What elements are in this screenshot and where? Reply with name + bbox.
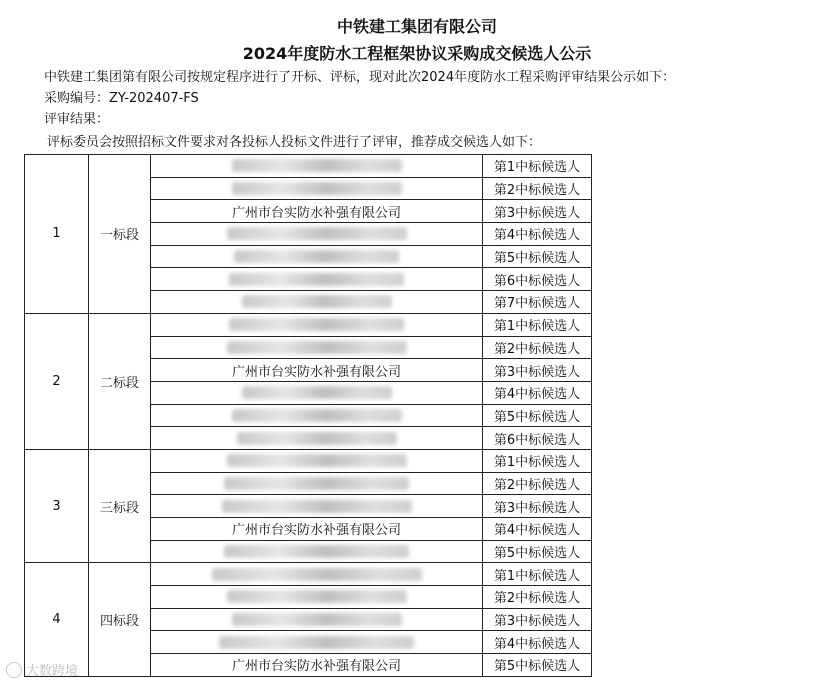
candidate-rank: 第5中标候选人 <box>483 654 592 677</box>
table-row <box>25 449 592 472</box>
candidate-rank: 第4中标候选人 <box>483 631 592 654</box>
table-row <box>25 155 592 178</box>
candidate-rank: 第1中标候选人 <box>483 563 592 586</box>
redacted-company-name <box>222 500 412 513</box>
redacted-company-name <box>232 159 402 172</box>
redacted-company-name <box>232 409 402 422</box>
candidate-rank: 第3中标候选人 <box>483 608 592 631</box>
company-cell <box>151 223 483 246</box>
candidate-rank: 第4中标候选人 <box>483 223 592 246</box>
redacted-company-name <box>227 590 407 603</box>
section-name: 二标段 <box>89 313 151 449</box>
candidate-table <box>24 154 592 677</box>
section-name: 三标段 <box>89 449 151 562</box>
company-cell <box>151 245 483 268</box>
redacted-company-name <box>224 477 409 490</box>
candidate-rank: 第5中标候选人 <box>483 540 592 563</box>
company-cell <box>151 518 483 541</box>
result-label: 评审结果： <box>44 112 110 127</box>
company-cell <box>151 381 483 404</box>
company-cell <box>151 495 483 518</box>
candidate-rank: 第6中标候选人 <box>483 268 592 291</box>
company-cell <box>151 268 483 291</box>
company-cell <box>151 631 483 654</box>
company-cell <box>151 654 483 677</box>
company-cell <box>151 200 483 223</box>
company-cell <box>151 563 483 586</box>
candidate-rank: 第4中标候选人 <box>483 381 592 404</box>
redacted-company-name <box>229 273 404 286</box>
section-name: 四标段 <box>89 563 151 676</box>
redacted-company-name <box>227 341 407 354</box>
document-subtitle: 2024年度防水工程框架协议采购成交候选人公示 <box>242 44 592 63</box>
redacted-company-name <box>227 227 407 240</box>
company-cell <box>151 177 483 200</box>
candidate-rank: 第5中标候选人 <box>483 404 592 427</box>
company-cell <box>151 427 483 450</box>
table-row <box>25 563 592 586</box>
watermark <box>6 660 78 679</box>
purchase-number: 采购编号：ZY-202407-FS <box>44 91 199 106</box>
candidate-rank: 第3中标候选人 <box>483 359 592 382</box>
candidate-rank: 第7中标候选人 <box>483 291 592 314</box>
redacted-company-name <box>242 386 392 399</box>
committee-text: 评标委员会按照招标文件要求对各投标人投标文件进行了评审，推荐成交候选人如下： <box>47 135 542 150</box>
company-cell <box>151 472 483 495</box>
candidate-rank: 第2中标候选人 <box>483 586 592 609</box>
candidate-rank: 第2中标候选人 <box>483 472 592 495</box>
company-cell <box>151 291 483 314</box>
candidate-rank: 第1中标候选人 <box>483 155 592 178</box>
candidate-rank: 第1中标候选人 <box>483 449 592 472</box>
section-number: 1 <box>25 155 89 314</box>
candidate-rank: 第2中标候选人 <box>483 177 592 200</box>
company-cell <box>151 608 483 631</box>
redacted-company-name <box>227 454 407 467</box>
company-cell <box>151 359 483 382</box>
intro-text: 中铁建工集团第有限公司按规定程序进行了开标、评标，现对此次2024年度防水工程采购评审结果公示如下： <box>44 70 676 85</box>
company-name: 广州市台实防水补强有限公司 <box>231 364 401 380</box>
section-name: 一标段 <box>89 155 151 314</box>
redacted-company-name <box>212 568 422 581</box>
company-cell <box>151 404 483 427</box>
candidate-rank: 第1中标候选人 <box>483 313 592 336</box>
candidate-rank: 第3中标候选人 <box>483 200 592 223</box>
redacted-company-name <box>229 318 404 331</box>
candidate-rank: 第4中标候选人 <box>483 518 592 541</box>
company-cell <box>151 155 483 178</box>
company-cell <box>151 540 483 563</box>
candidate-rank: 第2中标候选人 <box>483 336 592 359</box>
watermark-text: 大数跨境 <box>26 664 79 679</box>
redacted-company-name <box>232 182 402 195</box>
company-cell <box>151 586 483 609</box>
candidate-rank: 第5中标候选人 <box>483 245 592 268</box>
watermark-logo-icon <box>6 662 22 678</box>
company-cell <box>151 449 483 472</box>
redacted-company-name <box>224 545 409 558</box>
redacted-company-name <box>234 250 399 263</box>
section-number: 4 <box>25 563 89 676</box>
redacted-company-name <box>242 295 392 308</box>
candidate-rank: 第3中标候选人 <box>483 495 592 518</box>
section-number: 2 <box>25 313 89 449</box>
company-name: 广州市台实防水补强有限公司 <box>231 523 401 539</box>
company-cell <box>151 336 483 359</box>
redacted-company-name <box>219 636 414 649</box>
table-row <box>25 313 592 336</box>
section-number: 3 <box>25 449 89 562</box>
document-title: 中铁建工集团有限公司 <box>336 17 497 36</box>
redacted-company-name <box>237 432 397 445</box>
company-cell <box>151 313 483 336</box>
company-name: 广州市台实防水补强有限公司 <box>231 659 401 675</box>
company-name: 广州市台实防水补强有限公司 <box>231 205 401 221</box>
candidate-rank: 第6中标候选人 <box>483 427 592 450</box>
redacted-company-name <box>232 613 402 626</box>
